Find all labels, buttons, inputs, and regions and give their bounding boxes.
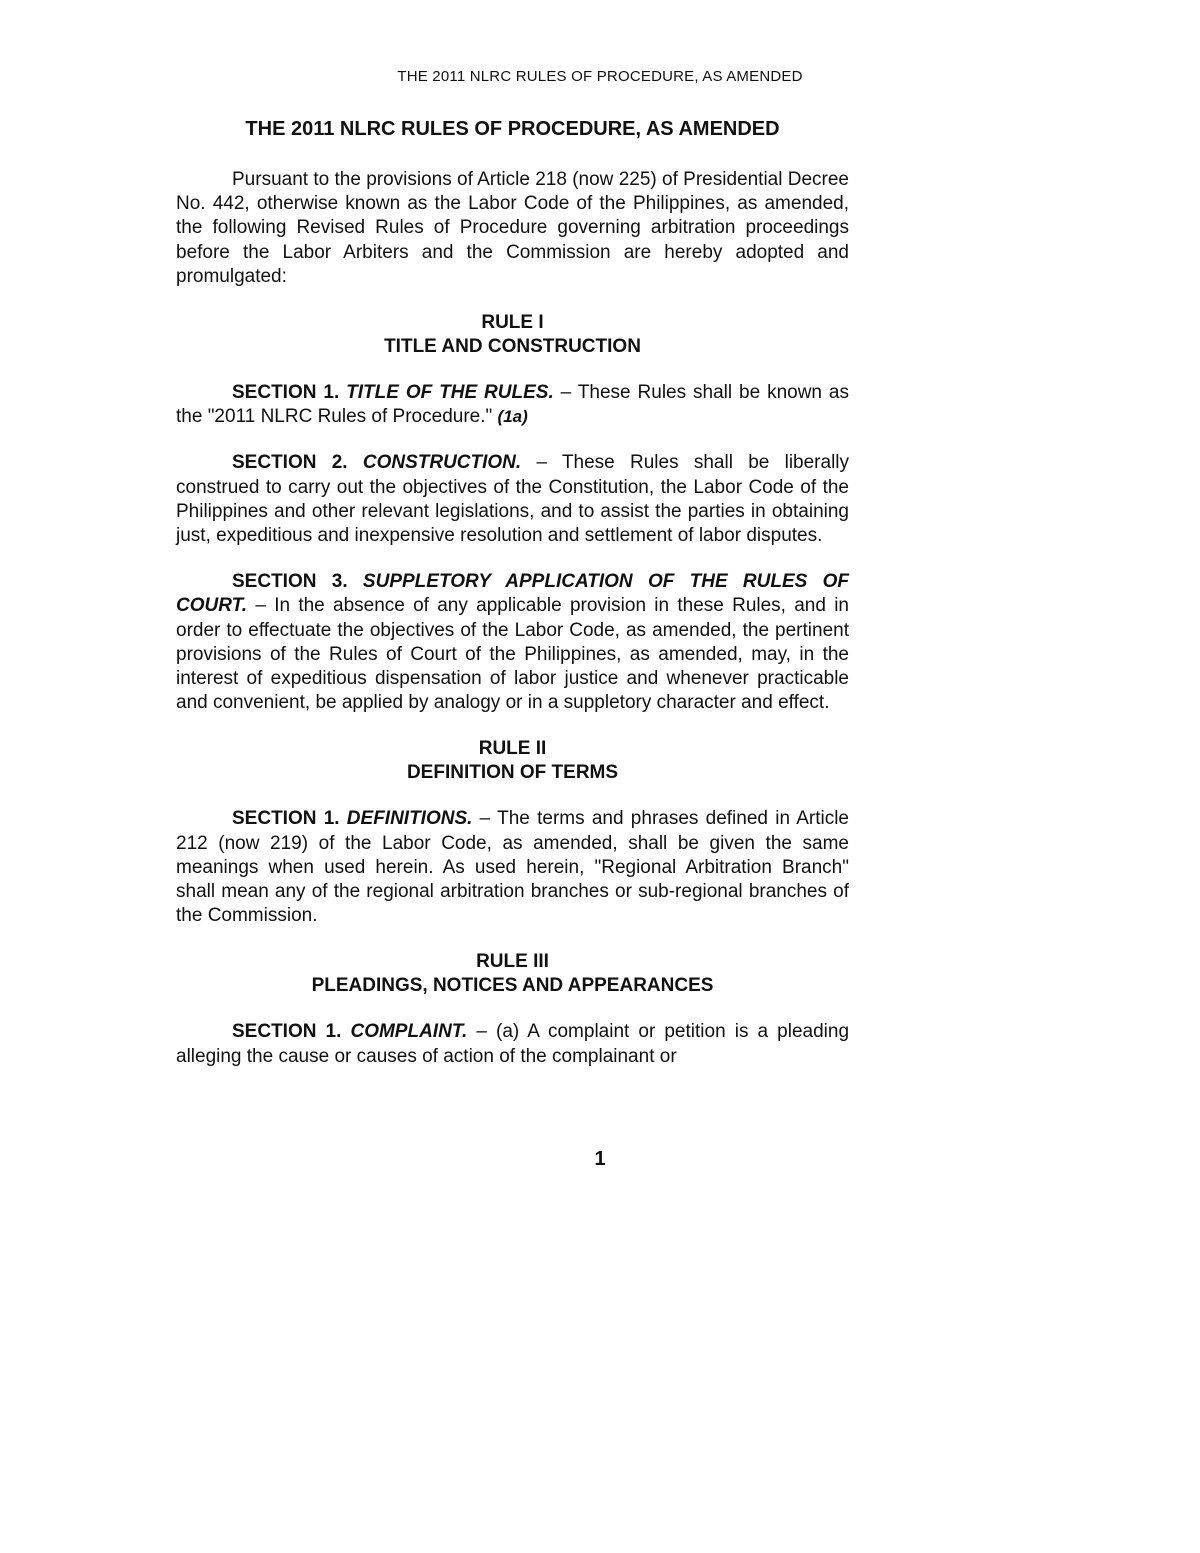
document-body: [176, 116, 849, 1091]
rule-1-title: TITLE AND CONSTRUCTION: [384, 336, 641, 358]
section-title: TITLE OF THE RULES.: [346, 382, 554, 404]
section-text: – In the absence of any applicable provision in these Rules, and in order to effectuate the objectives of the Labor Code, as amended, the pertinent provisions of the Rules of Court of the Philippines, as amended, may, in the interest of expeditious dispensation of labor justice and whenever practicable and convenient, be applied by analogy or in a suppletory character and effect.: [176, 595, 849, 714]
rule-2-title: DEFINITION OF TERMS: [406, 762, 619, 784]
section-title: CONSTRUCTION.: [362, 452, 522, 474]
page-number: 1: [594, 1148, 606, 1170]
rule-3-number: RULE III: [476, 951, 549, 973]
section-label: SECTION 1.: [232, 808, 340, 830]
rule-1-number: RULE I: [481, 312, 544, 334]
section-title: DEFINITIONS.: [346, 808, 473, 830]
section-label: SECTION 2.: [232, 452, 348, 474]
section-title: SUPPLETORY APPLICATION OF THE RULES OF COURT.: [176, 571, 850, 617]
section-title: COMPLAINT.: [350, 1021, 468, 1043]
section-text: – These Rules shall be liberally construed to carry out the objectives of the Constitution, the Labor Code of the Philippines and other relevant legislations, and to assist the parties in obtaining just, expeditious and inexpensive resolution and settlement of labor disputes.: [176, 452, 850, 547]
rule-1-section-2: [176, 451, 849, 548]
document-title: THE 2011 NLRC RULES OF PROCEDURE, AS AMENDED: [245, 118, 780, 140]
rule-2-section-1: [176, 807, 849, 928]
preamble-paragraph: Pursuant to the provisions of Article 218 (now 225) of Presidential Decree No. 442, otherwise known as the Labor Code of the Philippines, as amended, the following Revised Rules of Procedure governing arbitration proceedings before the Labor Arbiters and the Commission are hereby adopted and promulgated:: [176, 169, 849, 287]
section-text: – These Rules shall be known as the "2011 NLRC Rules of Procedure.": [176, 382, 849, 428]
rule-3-title: PLEADINGS, NOTICES AND APPEARANCES: [311, 975, 714, 997]
rule-1-section-3: [176, 570, 849, 715]
section-text: – (a) A complaint or petition is a pleading alleging the cause or causes of action of the complainant or: [176, 1021, 850, 1067]
rule-3-section-1: [176, 1020, 849, 1068]
section-label: SECTION 3.: [232, 571, 348, 593]
running-header: THE 2011 NLRC RULES OF PROCEDURE, AS AMENDED: [397, 68, 803, 85]
section-label: SECTION 1.: [232, 382, 340, 404]
section-label: SECTION 1.: [232, 1021, 342, 1043]
rule-3-heading: [176, 950, 849, 998]
rule-2-heading: [176, 737, 849, 785]
rule-2-number: RULE II: [478, 738, 547, 760]
section-text: – The terms and phrases defined in Article 212 (now 219) of the Labor Code, as amended, shall be given the same meanings when used herein. As used herein, "Regional Arbitration Branch" shall mean any of the regional arbitration branches or sub-regional branches of the Commission.: [176, 808, 849, 927]
section-citation: (1a): [497, 407, 528, 427]
rule-1-heading: [176, 311, 849, 359]
rule-1-section-1: [176, 381, 849, 429]
